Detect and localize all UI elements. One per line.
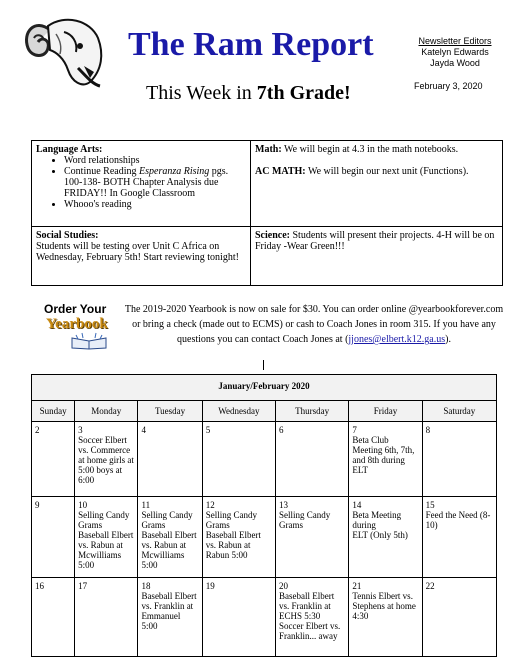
day-event: Selling Candy Grams <box>279 510 331 530</box>
ac-math-heading: AC MATH: <box>255 166 306 177</box>
calendar-day-cell <box>276 497 349 578</box>
science-heading: Science: <box>255 230 290 241</box>
day-number: 21 <box>352 581 362 591</box>
list-item: • Whooo's reading <box>64 199 246 210</box>
day-header-thursday: Thursday <box>276 401 349 422</box>
subjects-grid <box>31 140 503 286</box>
list-item-text: pgs. 100-138- BOTH Chapter Analysis due FRIDAY!! In Google Classroom <box>64 166 229 199</box>
book-title: Esperanza Rising <box>139 166 210 177</box>
newsletter-title: The Ram Report <box>128 26 374 63</box>
text-cursor <box>263 360 264 370</box>
list-item <box>64 166 246 199</box>
calendar-day-cell <box>349 422 422 497</box>
email-paren-open: ( <box>345 334 349 345</box>
language-arts-cell <box>32 141 251 227</box>
ram-mascot-logo <box>20 10 112 90</box>
calendar-day-cell <box>276 578 349 657</box>
day-event: Baseball Elbert vs. Franklin at ECHS 5:30 Soccer Elbert vs. Franklin... away <box>279 591 341 641</box>
calendar-day-cell <box>75 578 138 657</box>
day-header-friday: Friday <box>349 401 422 422</box>
day-number: 11 <box>141 500 151 510</box>
math-heading: Math: <box>255 144 282 155</box>
social-studies-cell <box>32 227 251 285</box>
day-number: 2 <box>35 425 40 435</box>
day-header-monday: Monday <box>75 401 138 422</box>
calendar-day-cell <box>202 497 275 578</box>
day-number: 9 <box>35 500 40 510</box>
math-body: We will begin at 4.3 in the math notebooks. <box>281 144 459 155</box>
day-event: Baseball Elbert vs. Franklin at Emmanuel 5:00 <box>141 591 197 631</box>
newsletter-editors <box>410 36 500 69</box>
calendar-day-cell <box>349 578 422 657</box>
math-cell <box>251 141 502 227</box>
day-number: 5 <box>205 425 211 435</box>
day-number: 6 <box>279 425 284 435</box>
calendar-day-cell <box>75 422 138 497</box>
calendar-day-cell <box>32 422 75 497</box>
calendar-day-cell <box>138 422 202 497</box>
day-event: Selling Candy Grams Baseball Elbert vs. Rabun at Mcwilliams 5:00 <box>141 510 197 570</box>
editor-name: Katelyn Edwards <box>421 47 489 57</box>
ac-math-body: We will begin our next unit (Functions). <box>305 166 469 177</box>
newsletter-subtitle <box>146 82 351 105</box>
day-number: 13 <box>279 500 289 510</box>
calendar-day-cell <box>75 497 138 578</box>
day-number: 19 <box>205 581 215 591</box>
yearbook-text: The 2019-2020 Yearbook is now on sale for $30. You can order online @yearbookforever.com or bring a check (made out to ECMS) or cash to Coach Jones in room 315. If you have any questions you can contact Coach Jones at <box>124 304 504 345</box>
yearbook-order-label: Order Your <box>44 302 107 316</box>
calendar-table <box>31 374 497 657</box>
list-item-text: Continue Reading <box>64 166 139 177</box>
list-item: • Word relationships <box>64 155 246 166</box>
day-number: 17 <box>78 581 88 591</box>
day-event: Feed the Need (8-10) <box>425 510 491 530</box>
calendar-day-cell <box>202 578 275 657</box>
day-number: 20 <box>279 581 289 591</box>
day-number: 8 <box>425 425 431 435</box>
day-event: Beta Club Meeting 6th, 7th, and 8th during ELT <box>352 435 415 475</box>
calendar-day-cell <box>202 422 275 497</box>
editor-name: Jayda Wood <box>430 58 480 68</box>
calendar-day-cell <box>138 497 202 578</box>
day-number: 15 <box>425 500 435 510</box>
calendar-day-cell <box>349 497 422 578</box>
day-number: 22 <box>425 581 435 591</box>
calendar-day-cell <box>32 578 75 657</box>
subtitle-prefix: This Week in <box>146 82 257 104</box>
calendar-day-cell <box>422 497 496 578</box>
day-number: 16 <box>35 581 44 591</box>
calendar-week-row <box>32 497 497 578</box>
day-event: Selling Candy Grams Baseball Elbert vs. Rabun at Mcwilliams 5:00 <box>78 510 134 570</box>
day-event: Soccer Elbert vs. Commerce at home girls at 5:00 boys at 6:00 <box>78 435 134 485</box>
language-arts-list <box>36 155 246 210</box>
calendar-week-row <box>32 578 497 657</box>
subtitle-grade: 7th Grade! <box>256 82 351 104</box>
calendar-day-cell <box>138 578 202 657</box>
calendar-title: January/February 2020 <box>32 375 497 401</box>
day-event: Tennis Elbert vs. Stephens at home 4:30 <box>352 591 416 621</box>
calendar-day-cell <box>276 422 349 497</box>
open-book-icon <box>70 332 108 350</box>
yearbook-notice <box>122 302 506 347</box>
language-arts-heading: Language Arts: <box>36 144 103 155</box>
calendar-week-row <box>32 422 497 497</box>
day-number: 4 <box>141 425 146 435</box>
day-number: 7 <box>352 425 357 435</box>
coach-email-link[interactable]: jjones@elbert.k12.ga.us <box>348 334 446 345</box>
day-header-saturday: Saturday <box>422 401 496 422</box>
calendar-day-cell <box>32 497 75 578</box>
day-number: 12 <box>205 500 215 510</box>
calendar-day-cell <box>422 578 496 657</box>
day-number: 3 <box>78 425 83 435</box>
social-studies-body: Students will be testing over Unit C Africa on Wednesday, February 5th! Start reviewing tonight! <box>36 241 239 263</box>
science-body: Students will present their projects. 4-H will be on Friday -Wear Green!!! <box>255 230 495 252</box>
math-text <box>255 144 498 155</box>
science-cell <box>251 227 502 285</box>
email-paren-close: ). <box>445 334 451 345</box>
day-number: 18 <box>141 581 151 591</box>
ac-math-text <box>255 166 498 177</box>
calendar-day-cell <box>422 422 496 497</box>
day-header-tuesday: Tuesday <box>138 401 202 422</box>
editors-label: Newsletter Editors <box>418 36 492 46</box>
yearbook-logo-word: Yearbook <box>46 316 108 332</box>
day-event: Selling Candy Grams Baseball Elbert vs. Rabun at Rabun 5:00 <box>205 510 261 560</box>
day-number: 10 <box>78 500 88 510</box>
newsletter-date: February 3, 2020 <box>414 81 483 91</box>
social-studies-heading: Social Studies: <box>36 230 99 241</box>
day-header-wednesday: Wednesday <box>202 401 275 422</box>
day-event: Beta Meeting during ELT (Only 5th) <box>352 510 408 540</box>
day-header-sunday: Sunday <box>32 401 75 422</box>
day-number: 14 <box>352 500 362 510</box>
